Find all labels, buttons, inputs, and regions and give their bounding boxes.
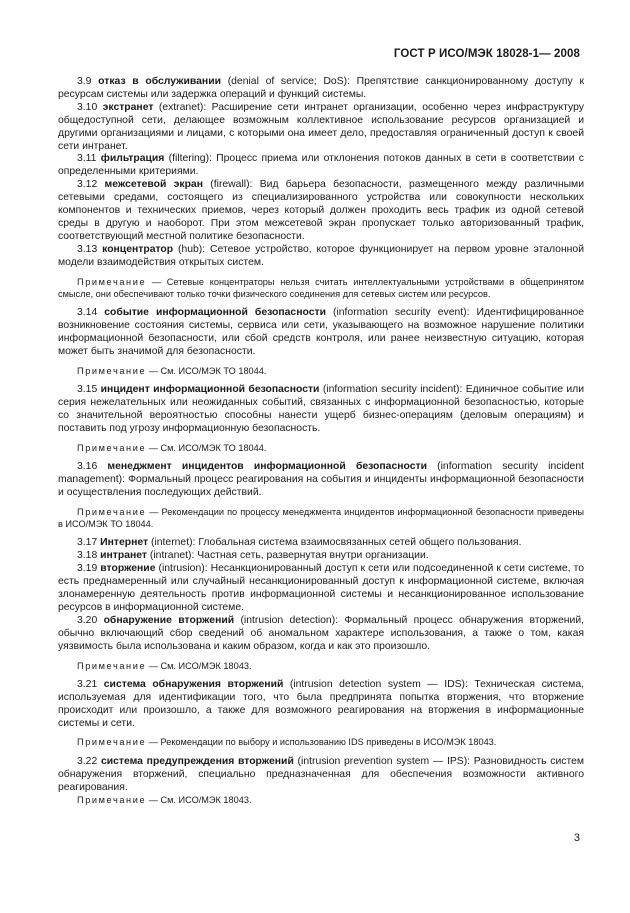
definition-paragraph xyxy=(58,244,584,270)
clause-number: 3.21 xyxy=(77,678,98,690)
definition-text: (intrusion prevention system — IPS): Разновидность систем обнаружения вторжений, специально предназначенная для обеспечения возможности активного реагирования. xyxy=(58,755,585,793)
note-text: — См. ИСО/МЭК 18043. xyxy=(146,660,252,671)
defined-term: система обнаружения вторжений xyxy=(103,678,284,690)
clause-number: 3.19 xyxy=(77,563,98,575)
defined-term: система предупреждения вторжений xyxy=(100,755,294,767)
defined-term: обнаружение вторжений xyxy=(103,614,235,626)
note-label: Примечание xyxy=(77,365,147,376)
definition-paragraph xyxy=(58,563,584,615)
note-text: — См. ИСО/МЭК 18043. xyxy=(146,795,252,806)
document-header: ГОСТ Р ИСО/МЭК 18028-1— 2008 xyxy=(393,48,580,60)
definition-text: (hub): Сетевое устройство, которое функционирует на первом уровне эталонной модели взаимодействия открытых систем. xyxy=(58,243,585,268)
note-paragraph xyxy=(58,794,584,806)
definition-text: (intrusion detection): Формальный процесс обнаружения вторжений, обычно включающий сбор сведений об аномальном характере использования, а также о том, какая уязвимость была использована и каким образом, когда и как это произошло. xyxy=(58,614,585,652)
note-text: — Рекомендации по процессу менеджмента инцидентов информационной безопасности приведены в ИСО/МЭК ТО 18044. xyxy=(58,506,584,530)
definition-paragraph xyxy=(58,756,584,795)
note-paragraph xyxy=(58,736,584,748)
definition-paragraph xyxy=(58,179,584,244)
definition-text: (filtering): Процесс приема или отклонения потоков данных в сети в соответствии с определенными критериями. xyxy=(58,153,585,178)
note-paragraph xyxy=(58,660,584,672)
note-label: Примечание xyxy=(77,506,147,517)
defined-term: событие информационной безопасности xyxy=(104,307,326,319)
definition-paragraph xyxy=(58,679,584,731)
clause-number: 3.14 xyxy=(77,307,98,319)
note-paragraph xyxy=(58,506,584,531)
defined-term: интранет xyxy=(100,550,148,562)
clause-number: 3.18 xyxy=(77,550,98,562)
document-body xyxy=(58,76,584,807)
clause-number: 3.9 xyxy=(77,76,92,87)
clause-number: 3.17 xyxy=(77,537,98,549)
definition-paragraph xyxy=(58,384,584,436)
definition-text: (denial of service; DoS): Препятствие санкционированному доступу к ресурсам системы или задержка операций и функций системы. xyxy=(58,76,584,100)
definition-paragraph xyxy=(58,537,584,550)
page-number: 3 xyxy=(573,832,580,844)
note-label: Примечание xyxy=(77,660,147,671)
clause-number: 3.20 xyxy=(77,614,98,626)
note-label: Примечание xyxy=(77,737,147,748)
definition-text: (firewall): Вид барьера безопасности, размещенного между различными сетевыми средами, состоящего из специализированного устройства или совокупности нескольких компонентов и технических приемов, через который должен проходить весь трафик из одной сетевой среды в другую и наоборот. При этом межсетевой экран пропускает только авторизованный трафик, соответствующий местной политике безопасности. xyxy=(58,179,585,242)
definition-text: (extranet): Расширение сети интранет организации, особенно через инфраструктуру общедоступной сети, делающее возможным коллективное использование ресурсов организацией и другими организациями и лицами, с которыми она имеет дело, предоставляя ограниченный доступ к своей сети интранет. xyxy=(58,101,584,152)
definition-paragraph xyxy=(58,76,584,102)
defined-term: концентратор xyxy=(102,243,174,255)
clause-number: 3.10 xyxy=(77,101,98,113)
definition-text: (intrusion detection system — IDS): Техническая система, используемая для идентификации того, что была предпринята попытка вторжения, что вторжение происходит или произошло, а также для возможного реагирования на вторжения в информационные системы и сети. xyxy=(58,678,584,729)
definition-paragraph xyxy=(58,615,584,654)
definition-text: (intranet): Частная сеть, развернутая внутри организации. xyxy=(147,550,429,562)
definition-paragraph xyxy=(58,461,584,500)
defined-term: отказ в обслуживании xyxy=(98,76,221,87)
clause-number: 3.11 xyxy=(77,153,97,165)
definition-text: (information security incident management): Формальный процесс реагирования на события и инциденты информационной безопасности и осуществления последующих действий. xyxy=(58,461,584,498)
note-text: — Сетевые концентраторы нельзя считать интеллектуальными устройствами в общепринятом смысле, они обеспечивают только точки физического соединения для сетевых систем или ресурсов. xyxy=(58,276,584,299)
defined-term: инцидент информационной безопасности xyxy=(100,384,320,396)
defined-term: вторжение xyxy=(100,563,156,575)
note-text: — См. ИСО/МЭК ТО 18044. xyxy=(146,442,267,453)
definition-text: (intrusion): Несанкционированный доступ к сети или подсоединенной к сети системе, то есть преднамеренный или случайный несанкционированный доступ к информационной системе, включая злонамеренную деятельность против информационной системы и несанкционированное использование ресурсов в информационной системе. xyxy=(58,563,584,613)
clause-number: 3.12 xyxy=(77,179,98,191)
defined-term: Интернет xyxy=(100,537,149,549)
note-paragraph xyxy=(58,442,584,454)
note-paragraph xyxy=(58,276,584,301)
defined-term: экстранет xyxy=(102,101,154,113)
definition-paragraph xyxy=(58,307,584,359)
definition-paragraph xyxy=(58,550,584,563)
defined-term: менеджмент инцидентов информационной безопасности xyxy=(107,461,427,473)
clause-number: 3.13 xyxy=(77,243,98,255)
clause-number: 3.16 xyxy=(77,461,98,473)
definition-text: (information security incident): Единичное событие или серия нежелательных или неожиданных событий, связанных с информационной безопасностью, которые со значительной вероятностью способны нанести ущерб бизнес-операциям (деловым операциям) и поставить под угрозу информационную безопасность. xyxy=(58,384,585,434)
note-text: — См. ИСО/МЭК ТО 18044. xyxy=(146,365,267,376)
note-label: Примечание xyxy=(77,795,147,806)
definition-text: (information security event): Идентифицированное возникновение состояния системы, сервиса или сети, указывающего на возможное нарушение политики информационной безопасности, или сбой средств контроля, или ранее неизвестную ситуацию, которая может быть значимой для безопасности. xyxy=(58,307,585,357)
definition-paragraph xyxy=(58,102,584,154)
note-paragraph xyxy=(58,365,584,377)
clause-number: 3.15 xyxy=(77,384,98,396)
note-text: — Рекомендации по выбору и использованию IDS приведены в ИСО/МЭК 18043. xyxy=(146,737,497,748)
defined-term: фильтрация xyxy=(100,153,165,165)
definition-paragraph xyxy=(58,153,584,179)
definition-text: (internet): Глобальная система взаимосвязанных сетей общего пользования. xyxy=(148,537,522,549)
note-label: Примечание xyxy=(77,442,147,453)
clause-number: 3.22 xyxy=(77,755,98,767)
defined-term: межсетевой экран xyxy=(104,179,203,191)
note-label: Примечание xyxy=(77,276,147,287)
